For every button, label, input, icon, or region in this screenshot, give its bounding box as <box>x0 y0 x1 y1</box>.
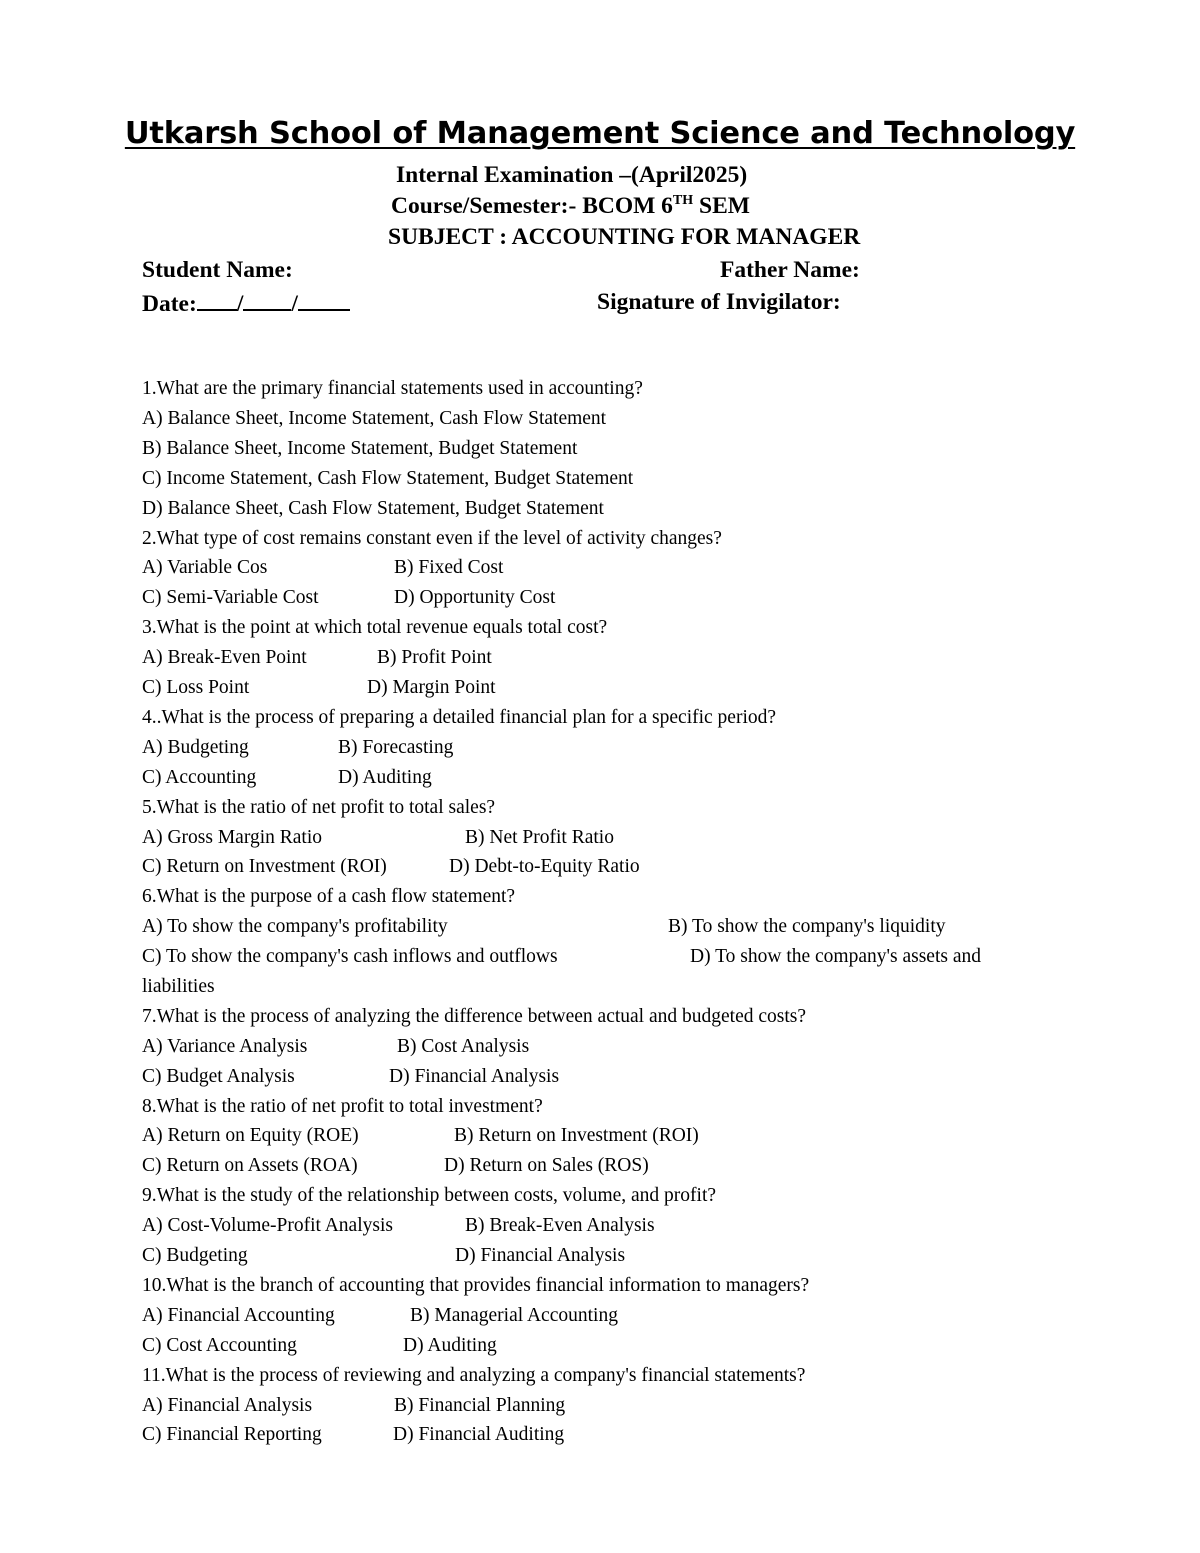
option-a: A) Return on Equity (ROE) <box>142 1125 359 1147</box>
option-b: B) To show the company's liquidity <box>668 916 946 938</box>
question-3 <box>142 613 1062 703</box>
question-8 <box>142 1092 1062 1182</box>
question-11 <box>142 1361 1062 1451</box>
option-row <box>142 733 1062 763</box>
date-label: Date: <box>142 291 197 317</box>
option-a: A) Break-Even Point <box>142 647 307 669</box>
question-7 <box>142 1002 1062 1092</box>
invigilator-signature-label: Signature of Invigilator: <box>597 289 841 315</box>
option-row <box>142 1151 1062 1181</box>
option-row <box>142 553 1062 583</box>
option-c: C) Semi-Variable Cost <box>142 587 319 609</box>
option-b: B) Break-Even Analysis <box>465 1215 655 1237</box>
option-row <box>142 1241 1062 1271</box>
date-year-blank <box>298 287 350 311</box>
option-b: B) Balance Sheet, Income Statement, Budget Statement <box>142 437 578 459</box>
option-row <box>142 1420 1062 1450</box>
course-suffix: SEM <box>693 193 750 219</box>
option-b: B) Forecasting <box>338 736 454 758</box>
option-row <box>142 1211 1062 1241</box>
option-d: D) Margin Point <box>367 677 496 699</box>
question-text: 11.What is the process of reviewing and analyzing a company's financial statements? <box>142 1364 806 1386</box>
question-text: 6.What is the purpose of a cash flow statement? <box>142 886 516 908</box>
option-b: B) Cost Analysis <box>397 1035 530 1057</box>
option-row <box>142 1331 1062 1361</box>
option-c: C) Budget Analysis <box>142 1065 295 1087</box>
option-d-continued: liabilities <box>142 975 215 997</box>
option-d: D) Debt-to-Equity Ratio <box>449 856 640 878</box>
option-b: B) Financial Planning <box>394 1394 566 1416</box>
question-text: 7.What is the process of analyzing the difference between actual and budgeted costs? <box>142 1005 806 1027</box>
question-text: 3.What is the point at which total revenue equals total cost? <box>142 617 608 639</box>
option-a: A) Variable Cos <box>142 557 268 579</box>
option-c: C) Budgeting <box>142 1245 248 1267</box>
option-c: C) To show the company's cash inflows and outflows <box>142 946 558 968</box>
option-d: D) Financial Analysis <box>389 1065 560 1087</box>
exam-title: Internal Examination –(April2025) <box>396 162 748 188</box>
date-separator: / <box>291 291 298 317</box>
question-list <box>142 374 1062 1450</box>
institution-title: Utkarsh School of Management Science and Technology <box>124 116 1076 151</box>
option-a: A) Balance Sheet, Income Statement, Cash Flow Statement <box>142 407 607 429</box>
question-text: 2.What type of cost remains constant even if the level of activity changes? <box>142 527 722 549</box>
option-a: A) Gross Margin Ratio <box>142 826 323 848</box>
option-d: D) Return on Sales (ROS) <box>444 1155 649 1177</box>
option-b: B) Return on Investment (ROI) <box>454 1125 699 1147</box>
father-name-label: Father Name: <box>720 257 860 283</box>
date-month-blank <box>243 287 291 311</box>
option-a: A) Cost-Volume-Profit Analysis <box>142 1215 393 1237</box>
option-d: D) To show the company's assets and <box>690 946 981 968</box>
option-row <box>142 1062 1062 1092</box>
option-row <box>142 912 1062 942</box>
option-b: B) Profit Point <box>377 647 492 669</box>
option-c: C) Accounting <box>142 766 257 788</box>
question-1 <box>142 374 1062 524</box>
option-a: A) Budgeting <box>142 736 249 758</box>
option-row <box>142 823 1062 853</box>
option-a: A) To show the company's profitability <box>142 916 448 938</box>
option-c: C) Financial Reporting <box>142 1424 322 1446</box>
option-row <box>142 643 1062 673</box>
question-10 <box>142 1271 1062 1361</box>
subject-line: SUBJECT : ACCOUNTING FOR MANAGER <box>388 224 861 250</box>
question-6 <box>142 882 1062 1002</box>
course-prefix: Course/Semester:- BCOM 6 <box>391 193 673 219</box>
question-4 <box>142 703 1062 793</box>
question-text: 4..What is the process of preparing a detailed financial plan for a specific period? <box>142 706 777 728</box>
question-5 <box>142 793 1062 883</box>
question-text: 9.What is the study of the relationship between costs, volume, and profit? <box>142 1185 717 1207</box>
date-field <box>142 287 350 319</box>
date-separator: / <box>236 291 244 317</box>
question-text: 5.What is the ratio of net profit to total sales? <box>142 796 496 818</box>
option-row <box>142 942 1062 972</box>
student-name-label: Student Name: <box>142 257 293 283</box>
question-text: 10.What is the branch of accounting that provides financial information to managers? <box>142 1274 810 1296</box>
course-semester <box>391 191 750 221</box>
option-d: D) Financial Auditing <box>393 1424 565 1446</box>
question-text: 1.What are the primary financial statements used in accounting? <box>142 378 643 399</box>
option-row <box>142 673 1062 703</box>
option-row <box>142 1121 1062 1151</box>
option-row <box>142 852 1062 882</box>
question-2 <box>142 524 1062 614</box>
option-a: A) Financial Accounting <box>142 1304 335 1326</box>
option-d: D) Auditing <box>403 1334 497 1356</box>
question-text: 8.What is the ratio of net profit to total investment? <box>142 1095 543 1117</box>
option-c: C) Return on Investment (ROI) <box>142 856 387 878</box>
option-row <box>142 1032 1062 1062</box>
option-b: B) Managerial Accounting <box>410 1304 618 1326</box>
option-row <box>142 583 1062 613</box>
option-row <box>142 763 1062 793</box>
course-superscript: TH <box>672 193 694 208</box>
date-day-blank <box>197 287 237 311</box>
option-d: D) Auditing <box>338 766 432 788</box>
option-d: D) Opportunity Cost <box>394 587 556 609</box>
option-b: B) Fixed Cost <box>394 557 504 579</box>
option-c: C) Income Statement, Cash Flow Statement, Budget Statement <box>142 467 634 489</box>
option-a: A) Variance Analysis <box>142 1035 308 1057</box>
option-b: B) Net Profit Ratio <box>465 826 614 848</box>
option-c: C) Cost Accounting <box>142 1334 297 1356</box>
question-9 <box>142 1181 1062 1271</box>
option-row <box>142 1391 1062 1421</box>
option-c: C) Loss Point <box>142 677 250 699</box>
option-c: C) Return on Assets (ROA) <box>142 1155 358 1177</box>
option-d: D) Financial Analysis <box>455 1245 626 1267</box>
option-d: D) Balance Sheet, Cash Flow Statement, Budget Statement <box>142 497 604 519</box>
option-a: A) Financial Analysis <box>142 1394 313 1416</box>
option-row <box>142 1301 1062 1331</box>
